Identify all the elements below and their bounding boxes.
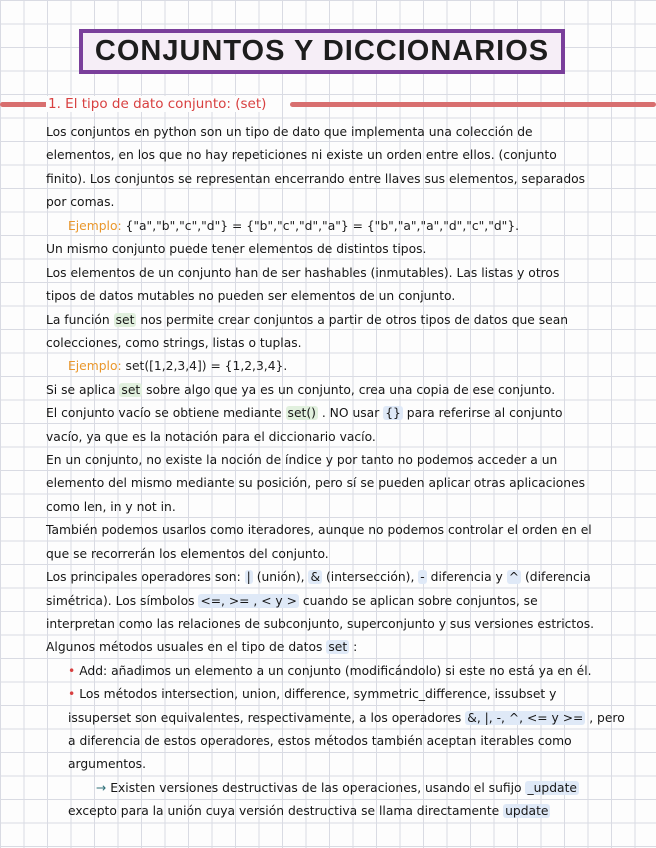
section-bar-left <box>0 102 48 107</box>
example-line <box>68 357 287 375</box>
page-title: CONJUNTOS Y DICCIONARIOS <box>94 35 550 67</box>
text-line: como len, in y not in. <box>46 500 176 514</box>
title-box <box>79 29 565 74</box>
arrow-item <box>96 779 579 797</box>
text-fragment: : <box>353 640 358 654</box>
inline-code: _update <box>527 781 577 795</box>
text-line <box>46 381 555 399</box>
text-line <box>46 311 568 329</box>
text-fragment: Si se aplica <box>46 383 116 397</box>
bullet-item <box>68 662 592 680</box>
operator: ^ <box>508 570 520 584</box>
inline-code: {} <box>385 406 401 420</box>
text-fragment: Algunos métodos usuales en el tipo de datos <box>46 640 323 654</box>
text-fragment: diferencia y <box>430 570 503 584</box>
inline-code: set <box>121 383 141 397</box>
text-line: elemento del mismo mediante su posición, pero sí se pueden aplicar otras aplicaciones <box>46 476 586 490</box>
example-label: Ejemplo: <box>68 219 122 233</box>
text-line: vacío, ya que es la notación para el diccionario vacío. <box>46 430 376 444</box>
operator: &, |, -, ^, <= y >= <box>467 711 584 725</box>
text-fragment: (intersección), <box>325 570 415 584</box>
text-line: elementos, en los que no hay repeticiones ni existe un orden entre ellos. (conjunto <box>46 148 557 162</box>
operator: | <box>246 570 251 584</box>
text-fragment: para referirse al conjunto <box>406 406 563 420</box>
section-bar-right <box>290 102 656 107</box>
text-fragment: excepto para la unión cuya versión destructiva se llama directamente <box>68 804 500 818</box>
text-line: tipos de datos mutables no pueden ser elementos de un conjunto. <box>46 289 456 303</box>
text-line <box>46 592 538 610</box>
bullet-dot-icon: • <box>68 664 76 678</box>
inline-code: update <box>505 804 549 818</box>
arrow-right-icon: → <box>96 781 107 795</box>
text-line: por comas. <box>46 195 115 209</box>
operator: & <box>310 570 321 584</box>
operator: <=, >= , < y > <box>200 594 297 608</box>
example-code: {"a","b","c","d"} = {"b","c","d","a"} = {"b","a","a","d","c","d"}. <box>125 219 520 233</box>
bullet-dot-icon: • <box>68 687 76 701</box>
text-line: Los elementos de un conjunto han de ser hashables (inmutables). Las listas y otros <box>46 266 560 280</box>
text-line: que se recorrerán los elementos del conjunto. <box>46 547 329 561</box>
text-fragment: La función <box>46 313 110 327</box>
example-code: set([1,2,3,4]) = {1,2,3,4}. <box>125 359 288 373</box>
text-fragment: . NO usar <box>321 406 380 420</box>
text-fragment: cuando se aplican sobre conjuntos, se <box>302 594 538 608</box>
text-line: Los conjuntos en python son un tipo de dato que implementa una colección de <box>46 125 533 139</box>
text-line <box>46 568 591 586</box>
bullet-continuation: a diferencia de estos operadores, estos métodos también aceptan iterables como <box>68 734 572 748</box>
bullet-text: añadimos un elemento a un conjunto (modificándolo) si este no está ya en él. <box>111 664 592 678</box>
inline-code: set <box>328 640 348 654</box>
text-line: interpretan como las relaciones de subconjunto, superconjunto y sus versiones estrictos. <box>46 617 595 631</box>
bullet-continuation <box>68 709 625 727</box>
text-fragment: sobre algo que ya es un conjunto, crea una copia de ese conjunto. <box>146 383 556 397</box>
section-heading: 1. El tipo de dato conjunto: (set) <box>48 96 267 112</box>
bullet-continuation: argumentos. <box>68 757 146 771</box>
text-line: También podemos usarlos como iteradores, aunque no podemos controlar el orden en el <box>46 523 592 537</box>
inline-code: set <box>115 313 135 327</box>
example-label: Ejemplo: <box>68 359 122 373</box>
bullet-item <box>68 685 556 703</box>
text-fragment: issuperset son equivalentes, respectivamente, a los operadores <box>68 711 462 725</box>
bullet-text: Los métodos intersection, union, difference, symmetric_difference, issubset y <box>79 687 557 701</box>
operator: - <box>420 570 425 584</box>
text-fragment: Existen versiones destructivas de las operaciones, usando el sufijo <box>110 781 522 795</box>
text-line: finito). Los conjuntos se representan encerrando entre llaves sus elementos, separados <box>46 172 586 186</box>
text-line: En un conjunto, no existe la noción de índice y por tanto no podemos acceder a un <box>46 453 558 467</box>
text-line <box>46 638 357 656</box>
arrow-continuation <box>68 802 550 820</box>
text-fragment: Los principales operadores son: <box>46 570 241 584</box>
inline-code: set() <box>287 406 316 420</box>
text-line <box>46 404 563 422</box>
text-fragment: (unión), <box>256 570 305 584</box>
text-fragment: nos permite crear conjuntos a partir de otros tipos de datos que sean <box>140 313 569 327</box>
text-fragment: (diferencia <box>524 570 591 584</box>
bullet-term: Add: <box>79 664 108 678</box>
text-line: Un mismo conjunto puede tener elementos de distintos tipos. <box>46 242 427 256</box>
text-fragment: simétrica). Los símbolos <box>46 594 195 608</box>
example-line <box>68 217 519 235</box>
text-fragment: El conjunto vacío se obtiene mediante <box>46 406 282 420</box>
text-fragment: , pero <box>589 711 625 725</box>
text-line: colecciones, como strings, listas o tuplas. <box>46 336 302 350</box>
